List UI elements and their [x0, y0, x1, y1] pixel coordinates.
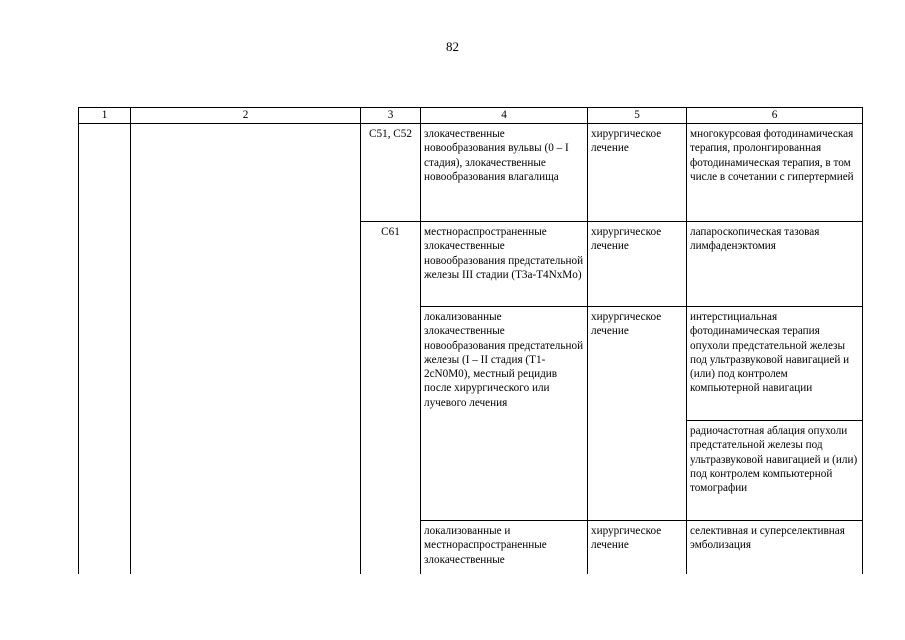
cell-diagnosis-code: C61 — [361, 222, 421, 575]
cell-treatment: хирургическое лечение — [588, 124, 687, 222]
cell-treatment: хирургическое лечение — [588, 307, 687, 521]
cell-method: лапароскопическая тазовая лимфаденэктомия — [687, 222, 863, 307]
table-row — [79, 124, 863, 222]
cell-treatment: хирургическое лечение — [588, 521, 687, 575]
cell-diagnosis: локализованные злокачественные новообразования предстательной железы (I – II стадия (T1-2cN0M0), местный рецидив после хирургического или лучевого лечения — [421, 307, 588, 521]
cell-diagnosis: злокачественные новообразования вульвы (0 – I стадия), злокачественные новообразования влагалища — [421, 124, 588, 222]
header-col-1: 1 — [79, 108, 131, 124]
cell-treatment: хирургическое лечение — [588, 222, 687, 307]
header-col-2: 2 — [131, 108, 361, 124]
cell-method: многокурсовая фотодинамическая терапия, пролонгированная фотодинамическая терапия, в том числе в сочетании с гипертермией — [687, 124, 863, 222]
cell-diagnosis: локализованные и местнораспространенные злокачественные — [421, 521, 588, 575]
header-col-5: 5 — [588, 108, 687, 124]
cell-method: интерстициальная фотодинамическая терапия опухоли предстательной железы под ультразвуковой навигацией и (или) под контролем компьютерной навигации — [687, 307, 863, 421]
cell-diagnosis: местнораспространенные злокачественные новообразования предстательной железы III стадии (T3a-T4NxMo) — [421, 222, 588, 307]
header-col-3: 3 — [361, 108, 421, 124]
table-header-row — [79, 108, 863, 124]
page-number: 82 — [446, 39, 459, 54]
header-col-4: 4 — [421, 108, 588, 124]
header-col-6: 6 — [687, 108, 863, 124]
cell-group-name — [131, 124, 361, 575]
cell-diagnosis-code: C51, C52 — [361, 124, 421, 222]
cell-number — [79, 124, 131, 575]
cell-method: селективная и суперселективная эмболизация — [687, 521, 863, 575]
medical-care-table — [78, 107, 863, 574]
cell-method: радиочастотная аблация опухоли предстательной железы под ультразвуковой навигацией и (или) под контролем компьютерной томографии — [687, 421, 863, 521]
